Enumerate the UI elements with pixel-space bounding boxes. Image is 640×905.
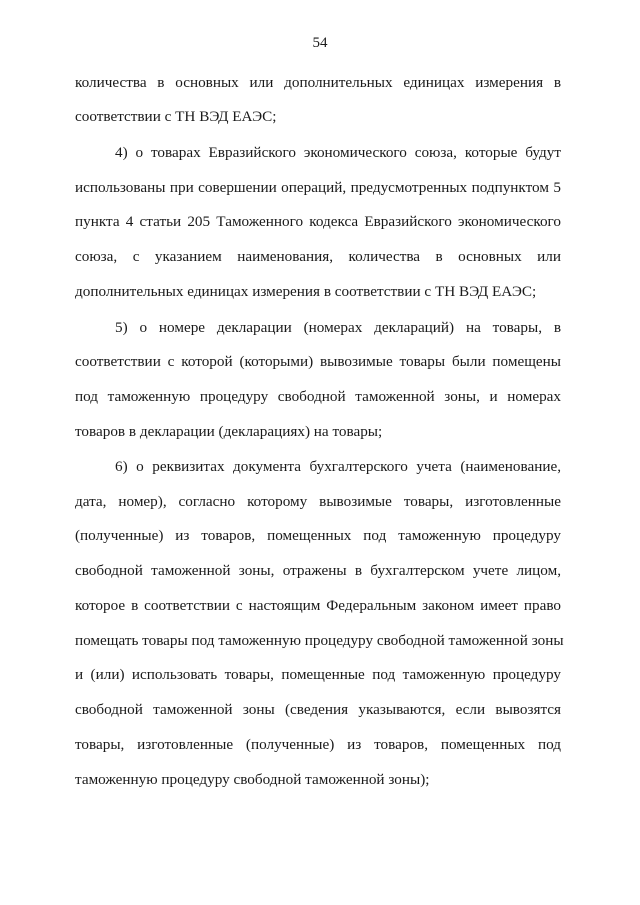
text-line: союза, с указанием наименования, количества в основных или [75, 248, 561, 265]
text-line: помещать товары под таможенную процедуру свободной таможенной зоны [75, 632, 564, 649]
text-line: товаров в декларации (декларациях) на товары; [75, 423, 383, 440]
text-line: соответствии с ТН ВЭД ЕАЭС; [75, 108, 277, 125]
text-line: дополнительных единицах измерения в соответствии с ТН ВЭД ЕАЭС; [75, 283, 537, 300]
text-line: использованы при совершении операций, предусмотренных подпунктом 5 [75, 179, 561, 196]
text-line: (полученные) из товаров, помещенных под таможенную процедуру [75, 527, 561, 544]
text-line: дата, номер), согласно которому вывозимые товары, изготовленные [75, 493, 561, 510]
text-line: пункта 4 статьи 205 Таможенного кодекса Евразийского экономического [75, 213, 561, 230]
text-line: соответствии с которой (которыми) вывозимые товары были помещены [75, 353, 561, 370]
text-line: таможенную процедуру свободной таможенной зоны); [75, 771, 430, 788]
text-line: и (или) использовать товары, помещенные под таможенную процедуру [75, 666, 561, 683]
paragraph-4-line: 4) о товарах Евразийского экономического союза, которые будут [115, 144, 561, 161]
text-line: свободной таможенной зоны, отражены в бухгалтерском учете лицом, [75, 562, 561, 579]
text-line: свободной таможенной зоны (сведения указываются, если вывозятся [75, 701, 561, 718]
text-line: товары, изготовленные (полученные) из товаров, помещенных под [75, 736, 561, 753]
text-line: которое в соответствии с настоящим Федеральным законом имеет право [75, 597, 561, 614]
text-line: под таможенную процедуру свободной таможенной зоны, и номерах [75, 388, 561, 405]
text-line: количества в основных или дополнительных единицах измерения в [75, 74, 561, 91]
page-number: 54 [312, 35, 328, 51]
paragraph-5-line: 5) о номере декларации (номерах деклараций) на товары, в [115, 319, 561, 336]
paragraph-6-line: 6) о реквизитах документа бухгалтерского учета (наименование, [115, 458, 561, 475]
